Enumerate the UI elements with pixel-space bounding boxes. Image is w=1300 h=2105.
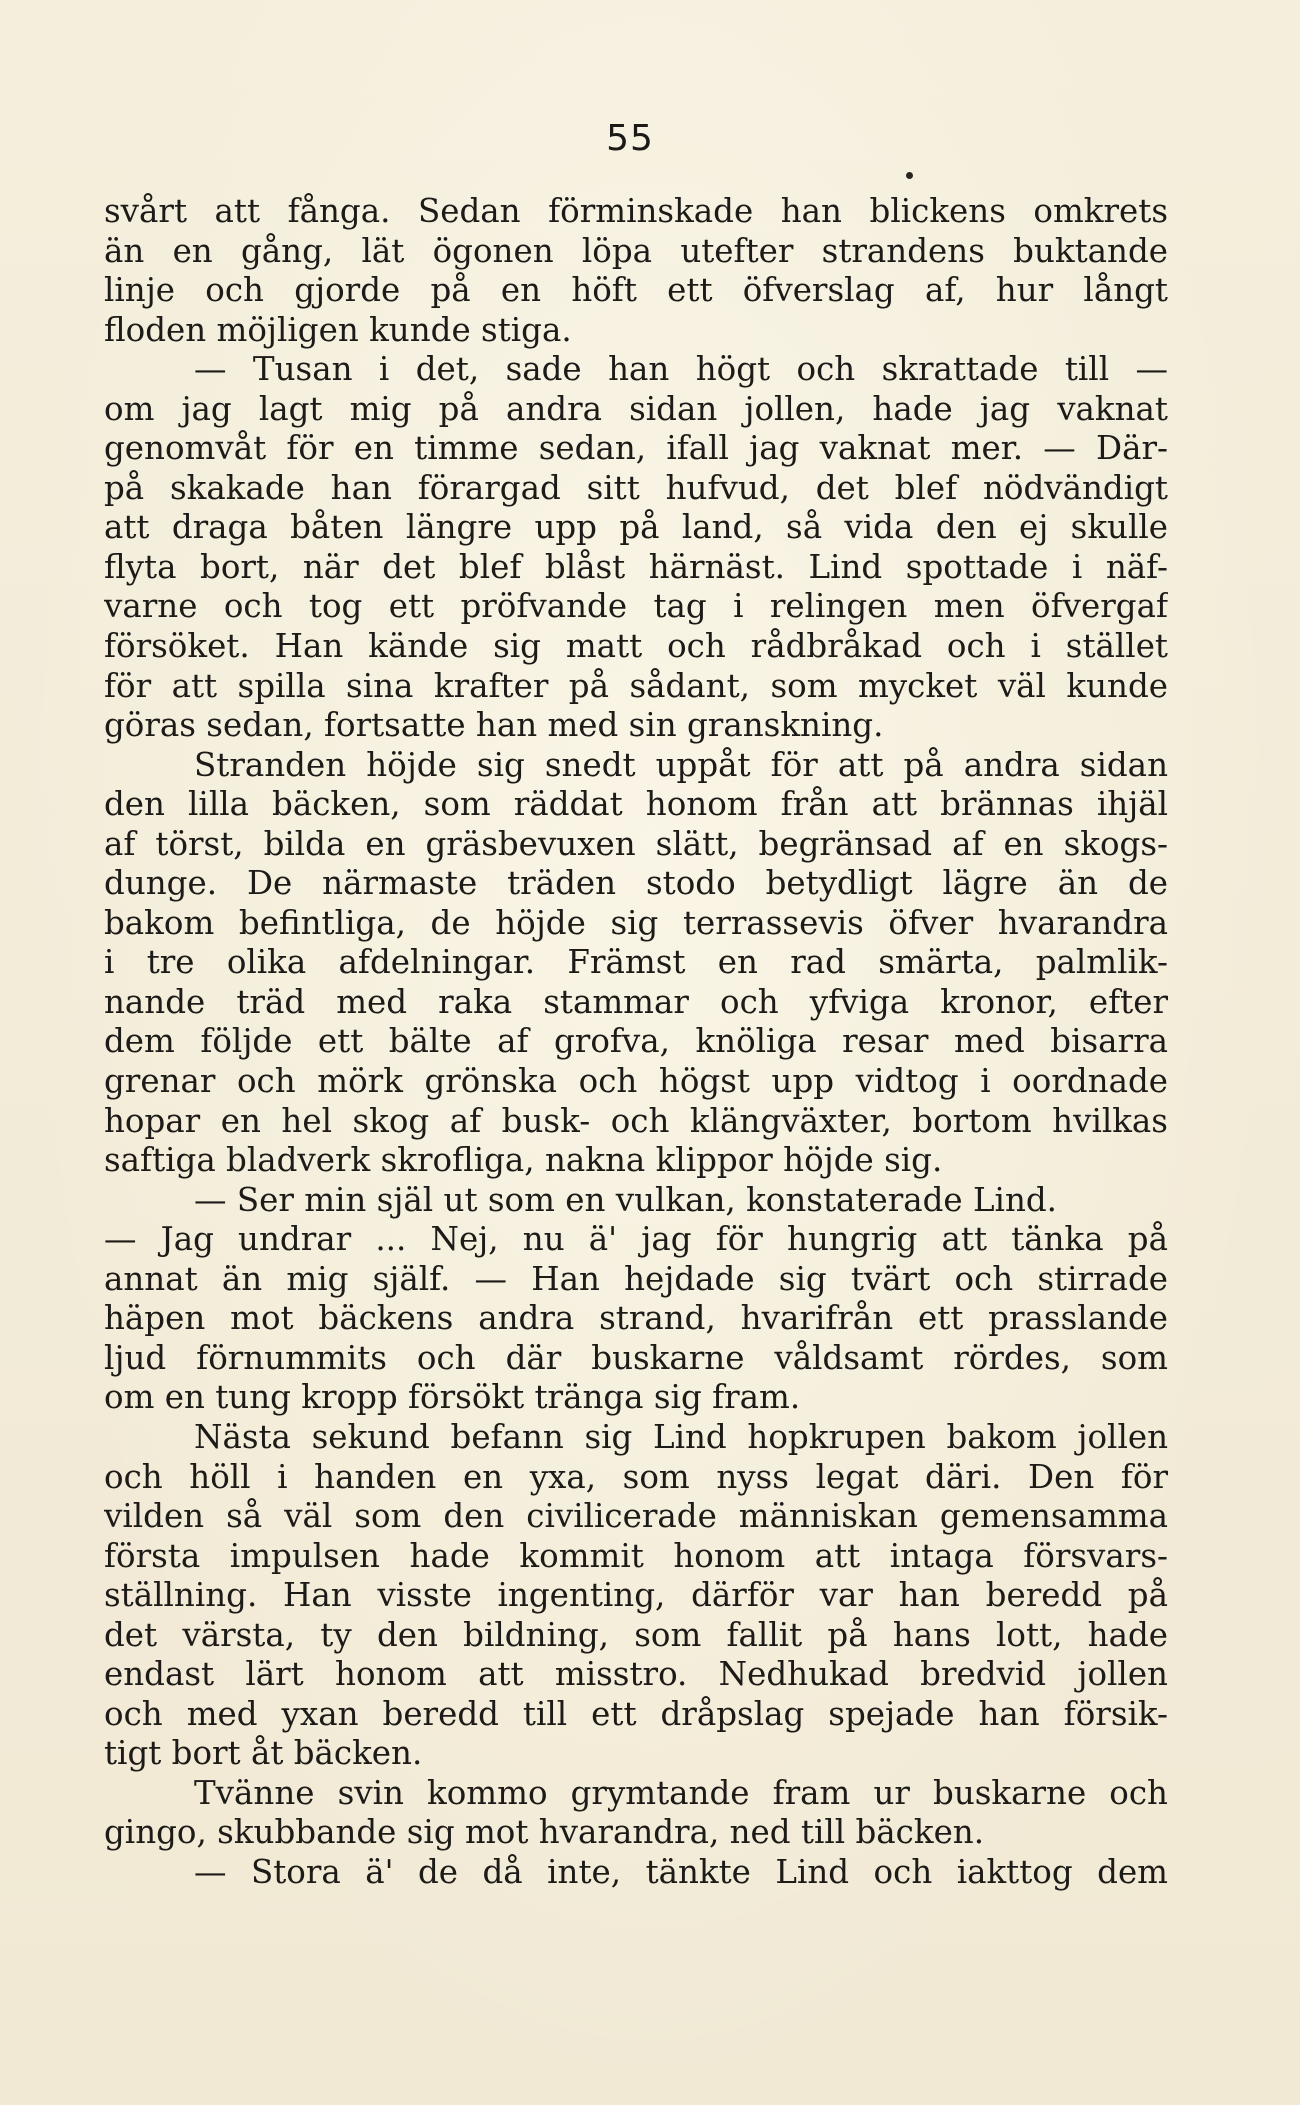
text-line: Tvänne svin kommo grymtande fram ur buskarne och [194,1773,1168,1812]
text-line: försöket. Han kände sig matt och rådbråkad och i stället [104,627,1168,666]
text-line: dem följde ett bälte af grofva, knöliga resar med bisarra [104,1022,1168,1061]
text-line: svårt att fånga. Sedan förminskade han blickens omkrets [104,192,1168,230]
text-line: hopar en hel skog af busk- och klängväxter, bortom hvilkas [104,1101,1168,1140]
text-line: gingo, skubbande sig mot hvarandra, ned till bäcken. [104,1813,985,1852]
text-line: grenar och mörk grönska och högst upp vidtog i oordnade [104,1062,1168,1101]
text-line: — Jag undrar ... Nej, nu ä' jag för hungrig att tänka på [104,1220,1168,1259]
text-line: flyta bort, när det blef blåst härnäst. Lind spottade i näf- [104,547,1168,586]
text-line: bakom befintliga, de höjde sig terrassevis öfver hvarandra [104,903,1168,942]
text-line: — Tusan i det, sade han högt och skrattade till — [194,350,1168,389]
text-line: göras sedan, fortsatte han med sin granskning. [104,706,884,745]
text-line: om en tung kropp försökt tränga sig fram. [104,1378,801,1417]
page-number: 55 [606,118,654,159]
text-line: ställning. Han visste ingenting, därför var han beredd på [104,1576,1168,1615]
text-line: det värsta, ty den bildning, som fallit på hans lott, hade [104,1615,1168,1654]
text-line: af törst, bilda en gräsbevuxen slätt, begränsad af en skogs- [104,824,1168,863]
text-line: linje och gjorde på en höft ett öfverslag af, hur långt [104,271,1168,310]
text-line: och höll i handen en yxa, som nyss legat däri. Den för [104,1457,1168,1496]
text-line: Nästa sekund befann sig Lind hopkrupen bakom jollen [194,1417,1168,1456]
text-line: för att spilla sina krafter på sådant, som mycket väl kunde [104,666,1168,705]
text-line: första impulsen hade kommit honom att intaga försvars- [104,1536,1168,1575]
text-line: tigt bort åt bäcken. [104,1734,423,1773]
text-line: än en gång, lät ögonen löpa utefter strandens buktande [104,231,1168,270]
body-text [104,192,1168,1893]
text-line: ljud förnummits och där buskarne våldsamt rördes, som [104,1338,1168,1377]
text-line: floden möjligen kunde stiga. [104,310,572,349]
text-line: och med yxan beredd till ett dråpslag spejade han försik- [104,1694,1168,1733]
text-line: Stranden höjde sig snedt uppåt för att på andra sidan [194,745,1168,784]
text-line: endast lärt honom att misstro. Nedhukad bredvid jollen [104,1655,1168,1694]
text-line: saftiga bladverk skrofliga, nakna klippor höjde sig. [104,1141,943,1180]
text-line: om jag lagt mig på andra sidan jollen, hade jag vaknat [104,389,1168,428]
text-line: häpen mot bäckens andra strand, hvarifrån ett prasslande [104,1299,1168,1338]
text-line: dunge. De närmaste träden stodo betydligt lägre än de [104,864,1168,903]
text-line: — Ser min själ ut som en vulkan, konstaterade Lind. [194,1180,1058,1219]
text-line: att draga båten längre upp på land, så vida den ej skulle [104,508,1168,547]
text-line: vilden så väl som den civilicerade människan gemensamma [104,1497,1168,1536]
text-line: — Stora ä' de då inte, tänkte Lind och iakttog dem [194,1852,1168,1891]
text-line: varne och tog ett pröfvande tag i relingen men öfvergaf [104,587,1168,626]
text-line: genomvåt för en timme sedan, ifall jag vaknat mer. — Där- [104,429,1168,468]
text-line: på skakade han förargad sitt hufvud, det blef nödvändigt [104,468,1168,507]
ink-speck [906,172,913,179]
text-line: annat än mig själf. — Han hejdade sig tvärt och stirrade [104,1259,1168,1298]
text-line: den lilla bäcken, som räddat honom från att brännas ihjäl [104,785,1168,824]
text-line: nande träd med raka stammar och yfviga kronor, efter [104,982,1168,1021]
text-line: i tre olika afdelningar. Främst en rad smärta, palmlik- [104,943,1168,982]
